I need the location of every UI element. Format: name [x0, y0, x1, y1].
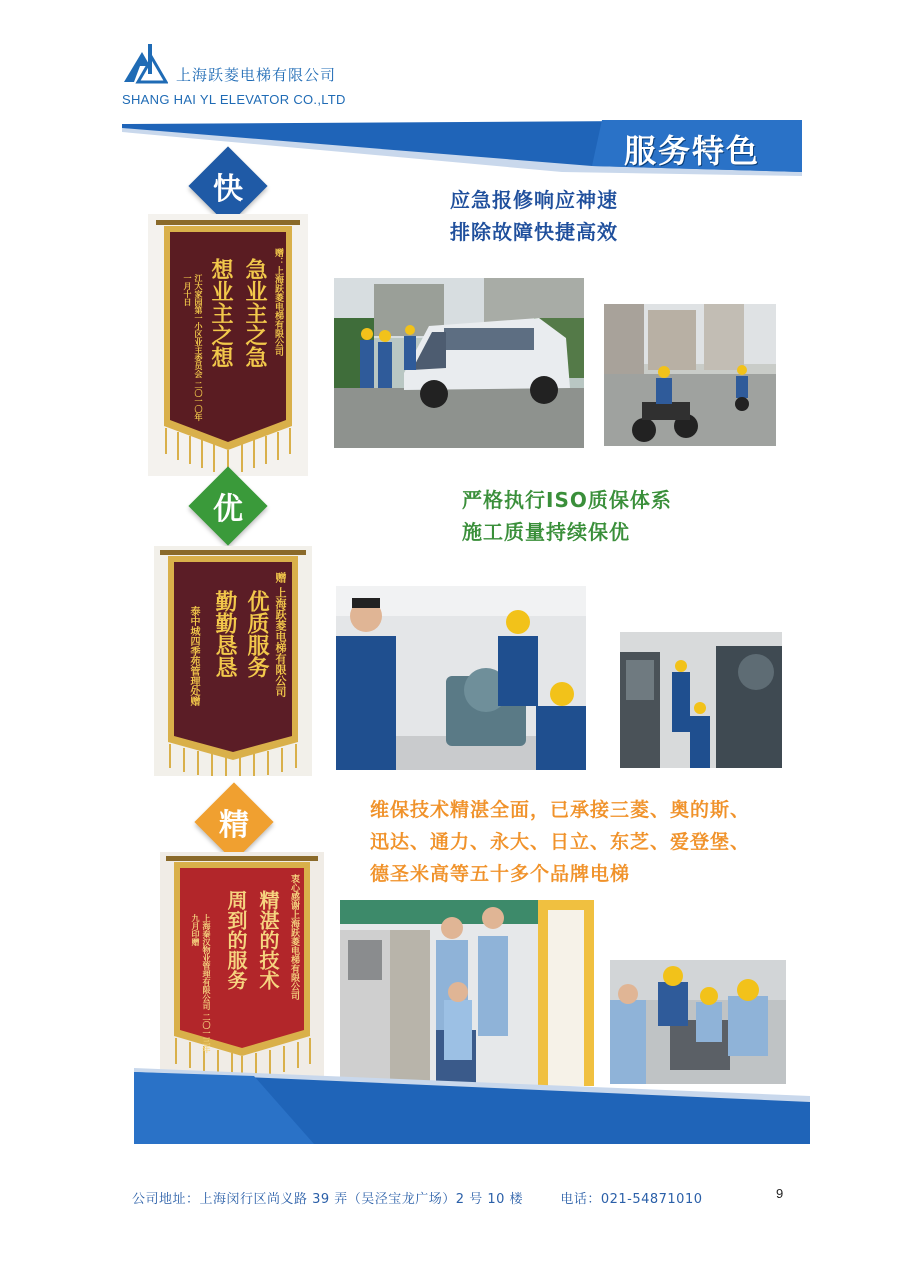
pennant-main-col: 急业主之急	[242, 258, 268, 368]
footer-address: 公司地址：上海闵行区尚义路 39 弄（吴泾宝龙广场）2 号 10 楼	[132, 1192, 524, 1207]
badge-label-fast: 快	[213, 172, 243, 207]
company-logo	[122, 42, 168, 86]
pennant-side-left: 泰中城四季苑管理处赠	[188, 606, 199, 706]
badge-label-precision: 精	[219, 808, 249, 843]
photo-machine-inspection	[336, 586, 586, 770]
pennant-side-left: 江大家园第一小区业主委员会 二〇一〇年一月十日	[183, 274, 204, 421]
slogan-precision	[370, 794, 750, 890]
slogan-line: 德圣米高等五十多个品牌电梯	[370, 863, 631, 885]
honor-pennant-1	[148, 214, 308, 476]
slogan-line: 排除故障快捷高效	[450, 220, 618, 244]
company-name-en: SHANG HAI YL ELEVATOR CO.,LTD	[122, 92, 346, 107]
pennant-side-left: 上海秦汉物业管理有限公司 二〇一三年九月印赠	[191, 914, 212, 1053]
pennant-main-col: 勤勤恳恳	[212, 590, 238, 678]
page-title: 服务特色	[624, 132, 761, 170]
slogan-line: 应急报修响应神速	[450, 188, 618, 212]
badge-label-quality: 优	[213, 492, 243, 527]
photo-service-van	[334, 278, 584, 448]
honor-pennant-2	[154, 546, 312, 776]
company-name-cn: 上海跃菱电梯有限公司	[176, 66, 337, 84]
slogan-line: 迅达、通力、永大、日立、东芝、爱登堡、	[370, 831, 751, 853]
slogan-quality	[462, 484, 672, 548]
pennant-main-col: 优质服务	[244, 590, 270, 678]
honor-pennant-3	[160, 852, 324, 1078]
slogan-fast	[450, 184, 618, 248]
bottom-banner	[134, 1060, 810, 1144]
slogan-line: 施工质量持续保优	[462, 520, 630, 544]
pennant-side-right: 赠：上海跃菱电梯有限公司	[273, 248, 283, 356]
pennant-main-col: 周到的服务	[224, 890, 248, 990]
footer-phone: 电话：021-54871010	[560, 1192, 703, 1207]
photo-control-cabinet	[620, 632, 782, 768]
footer-contact	[132, 1188, 703, 1207]
photo-motorbike-repair	[604, 304, 776, 446]
pennant-main-col: 精湛的技术	[256, 890, 280, 990]
pennant-side-right: 赠 上海跃菱电梯有限公司	[274, 572, 287, 697]
slogan-line: 维保技术精湛全面，已承接三菱、奥的斯、	[370, 799, 751, 821]
pennant-main-col: 想业主之想	[208, 258, 234, 368]
photo-technical-training	[340, 900, 594, 1086]
slogan-line: 严格执行ISO质保体系	[462, 488, 672, 512]
pennant-side-right: 衷心感谢上海跃菱电梯有限公司	[289, 874, 299, 1000]
page-number: 9	[776, 1186, 784, 1201]
